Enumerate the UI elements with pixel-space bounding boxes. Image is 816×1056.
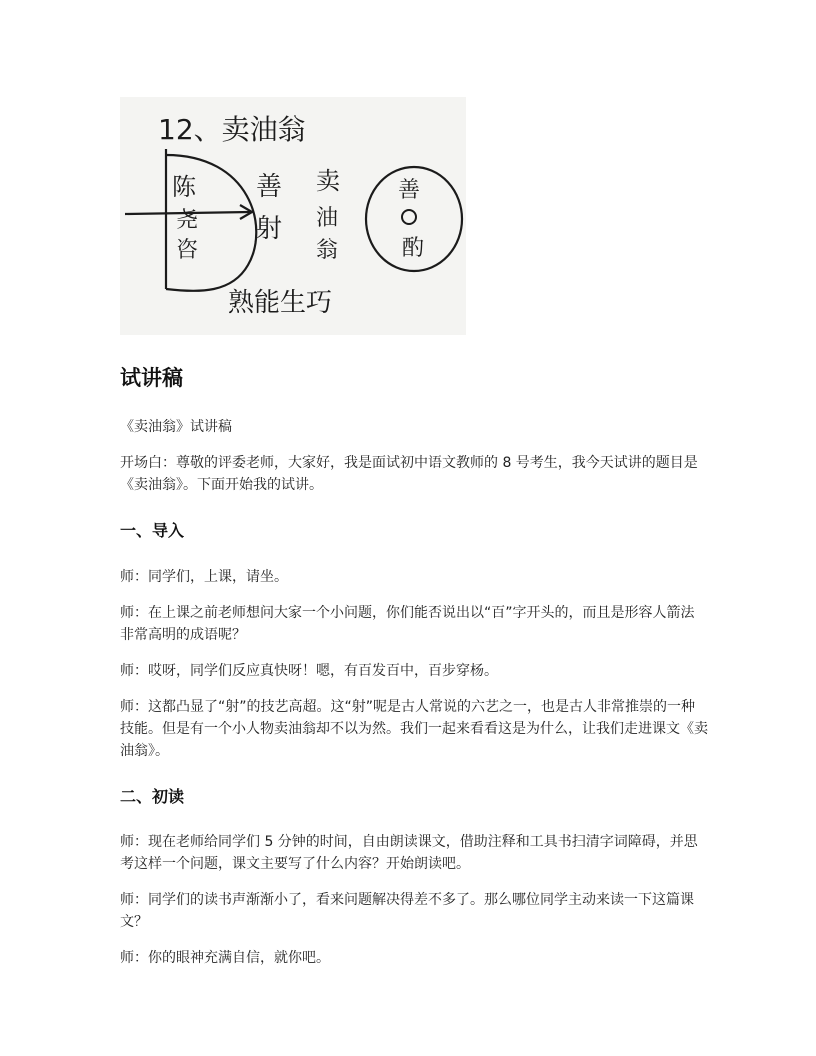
doc-subtitle: 《卖油翁》试讲稿 — [120, 419, 232, 435]
left-char-1: 陈 — [172, 173, 196, 201]
blackboard-sketch-photo — [120, 97, 466, 335]
left-char-3: 咨 — [176, 238, 199, 263]
paragraph: 师：同学们的读书声渐渐小了，看来问题解决得差不多了。那么哪位同学主动来读一下这篇课文？ — [120, 892, 694, 930]
left-char-2: 尧 — [176, 208, 199, 233]
paragraph: 师：在上课之前老师想问大家一个小问题，你们能否说出以“百”字开头的，而且是形容人箭法非常高明的成语呢？ — [120, 605, 695, 643]
middle-char-2: 射 — [256, 214, 283, 244]
third-char-2: 油 — [316, 206, 339, 231]
document-page — [120, 97, 708, 969]
opening-paragraph: 开场白：尊敬的评委老师，大家好，我是面试初中语文教师的 8 号考生，我今天试讲的题目是《卖油翁》。下面开始我的试讲。 — [120, 455, 698, 493]
paragraph: 师：现在老师给同学们 5 分钟的时间，自由朗读课文，借助注释和工具书扫清字词障碍，并思考这样一个问题，课文主要写了什么内容？开始朗读吧。 — [120, 834, 698, 872]
paragraph: 师：这都凸显了“射”的技艺高超。这“射”呢是古人常说的六艺之一，也是古人非常推崇的一种技能。但是有一个小人物卖油翁却不以为然。我们一起来看看这是为什么，让我们走进课文《卖油翁》。 — [120, 699, 708, 759]
doc-title: 试讲稿 — [120, 366, 183, 390]
third-char-3: 翁 — [316, 238, 339, 263]
sketch-heading: 12、卖油翁 — [158, 113, 306, 146]
paragraph: 师：同学们，上课，请坐。 — [120, 569, 288, 585]
section-heading-first-reading: 二、初读 — [120, 787, 185, 806]
bottom-phrase: 熟能生巧 — [228, 288, 333, 318]
circle-char-2: 酌 — [402, 236, 425, 261]
middle-char-1: 善 — [256, 172, 283, 202]
circle-char-1: 善 — [398, 178, 421, 203]
paragraph: 师：哎呀，同学们反应真快呀！嗯，有百发百中，百步穿杨。 — [120, 663, 498, 679]
third-char-1: 卖 — [316, 167, 340, 195]
handwritten-sketch — [120, 97, 466, 335]
section-heading-intro: 一、导入 — [120, 521, 185, 540]
paragraph: 师：你的眼神充满自信，就你吧。 — [120, 950, 330, 966]
